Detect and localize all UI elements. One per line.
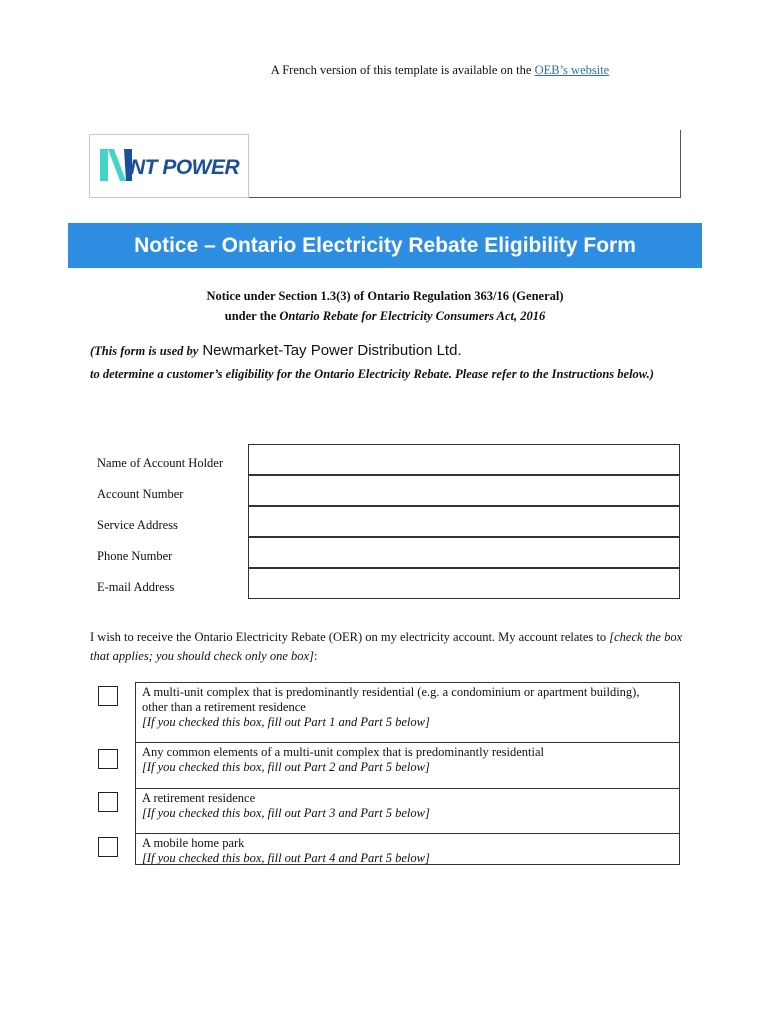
account-holder-label: Name of Account Holder — [97, 456, 224, 470]
utility-logo — [89, 134, 249, 198]
option-common-elements — [136, 743, 679, 789]
phone-number-label: Phone Number — [97, 549, 173, 563]
oer-request-instruction: [check the box that applies; you should check only one box] — [90, 630, 683, 663]
option-text: A multi-unit complex that is predominantly residential (e.g. a condominium or apartment building), — [142, 685, 640, 699]
used-by-prefix: (This form is used by — [90, 344, 199, 358]
option-text: A mobile home park — [142, 836, 245, 850]
act-subtitle — [0, 309, 770, 324]
oer-request-text: I wish to receive the Ontario Electricity Rebate (OER) on my electricity account. My account relates to — [90, 630, 610, 644]
option-mobile-home-park — [136, 834, 679, 864]
checkbox-multi-unit-complex[interactable] — [98, 686, 118, 706]
option-retirement-residence — [136, 789, 679, 834]
checkbox-mobile-home-park[interactable] — [98, 837, 118, 857]
account-number-field[interactable] — [248, 475, 680, 506]
regulation-subtitle: Notice under Section 1.3(3) of Ontario Regulation 363/16 (General) — [206, 289, 564, 303]
option-multi-unit-complex — [136, 683, 679, 743]
utility-name: Newmarket-Tay Power Distribution Ltd. — [202, 342, 462, 359]
email-address-field[interactable] — [248, 568, 680, 599]
used-by-line — [90, 342, 462, 359]
oeb-website-link[interactable]: OEB’s website — [534, 63, 610, 77]
service-address-label: Service Address — [97, 518, 178, 532]
french-note-text: A French version of this template is available on the — [270, 63, 535, 77]
act-subtitle-prefix: under the — [224, 309, 280, 323]
option-text: Any common elements of a multi-unit complex that is predominantly residential — [142, 745, 544, 759]
option-note: [If you checked this box, fill out Part 3 and Part 5 below] — [142, 806, 430, 820]
option-note: [If you checked this box, fill out Part 1 and Part 5 below] — [142, 715, 430, 729]
phone-number-field[interactable] — [248, 537, 680, 568]
logo-wordmark: NT POWER — [130, 156, 240, 179]
logo-divider — [249, 197, 681, 198]
option-note: [If you checked this box, fill out Part 4 and Part 5 below] — [142, 851, 430, 865]
option-text: A retirement residence — [142, 791, 256, 805]
title-banner — [68, 223, 702, 268]
logo-divider-vertical — [680, 130, 681, 198]
act-name: Ontario Rebate for Electricity Consumers Act, 2016 — [279, 309, 546, 323]
oer-request-statement — [90, 628, 685, 666]
eligibility-purpose: to determine a customer’s eligibility for the Ontario Electricity Rebate. Please refer to the Instructions below.) — [90, 367, 654, 381]
account-number-label: Account Number — [97, 487, 184, 501]
oer-request-suffix: : — [313, 649, 318, 663]
option-note: [If you checked this box, fill out Part 2 and Part 5 below] — [142, 760, 430, 774]
account-holder-field[interactable] — [248, 444, 680, 475]
email-address-label: E-mail Address — [97, 580, 175, 594]
french-version-note — [0, 63, 770, 78]
checkbox-retirement-residence[interactable] — [98, 792, 118, 812]
option-text-cont: other than a retirement residence — [142, 700, 306, 714]
page-title: Notice – Ontario Electricity Rebate Eligibility Form — [134, 233, 636, 257]
nt-logo-mark-icon — [98, 147, 134, 183]
service-address-field[interactable] — [248, 506, 680, 537]
account-type-options — [135, 682, 680, 865]
checkbox-common-elements[interactable] — [98, 749, 118, 769]
